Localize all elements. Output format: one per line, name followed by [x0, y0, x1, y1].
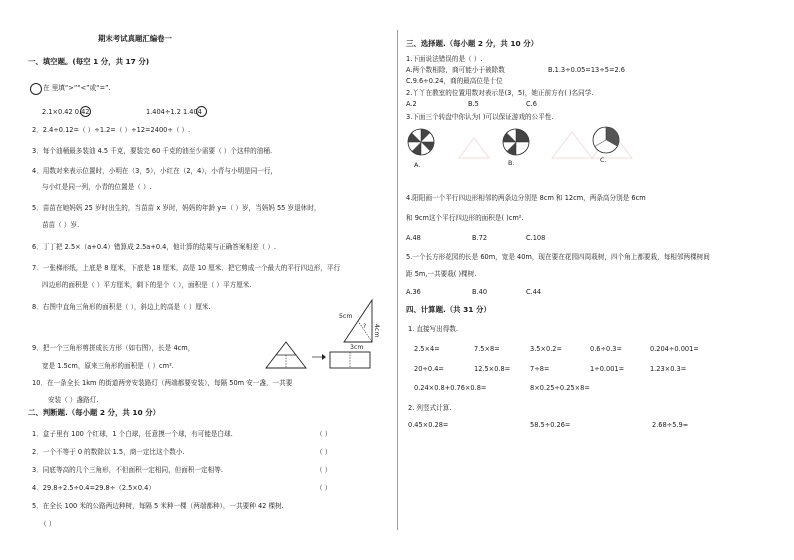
question-7-line-1: 7．一张梯形纸，上底是 8 厘米，下底是 18 厘米，高是 10 厘米．把它剪成一个最大的平行四边形，平行 [32, 264, 341, 272]
question-8: 8．右图中直角三角形的面积是（ ），斜边上的高是（ ）厘米. [32, 303, 211, 311]
section-fill-blank-title: 一、填空题。(每空 1 分，共 17 分) [28, 57, 150, 66]
choice-1-option-b: B.1.3÷0.05=13÷5=2.6 [548, 66, 625, 74]
question-9-line-2: 宽是 1.5cm，原来三角形的面积是（ ）cm². [42, 362, 174, 370]
choice-1: 1.下面说法错误的是（ ）. [406, 55, 483, 63]
spinner-b [503, 129, 529, 155]
triangle-label-3cm: 3cm [350, 344, 364, 350]
choice-5-line-1: 5.一个长方形花园的长是 60m，宽是 40m，现在要在花园四周栽树，四个角上都要栽，每相邻两棵树间 [406, 253, 710, 261]
judge-1-answer[interactable]: （ ） [316, 430, 332, 438]
calc-2-item-3: 2.68÷5.9≈ [652, 421, 689, 429]
choice-3: 3.下面三个转盘中你认为( )可以保证游戏的公平性. [406, 113, 554, 121]
judge-5-answer[interactable]: （ ） [40, 520, 56, 528]
judge-3-answer[interactable]: （ ） [316, 466, 332, 474]
judge-2-answer[interactable]: （ ） [316, 448, 332, 456]
calc-item: 8×0.25÷0.25×8= [530, 384, 590, 392]
judge-1: 1．盒子里有 100 个红球，1 个白球，任意摸一个球，有可能是白球. [32, 430, 233, 438]
choice-2-option-a: A.2 [406, 100, 417, 108]
calc-item: 0.204÷0.001= [650, 345, 699, 353]
calc-item: 12.5×0.8= [474, 365, 511, 373]
choice-5-line-2: 距 5m,一共要栽( )棵树. [406, 270, 477, 278]
judge-4-answer[interactable]: （ ） [316, 484, 332, 492]
question-4-line-1: 4．用数对来表示位置时，小明在（3，5），小红在（2，4），小青与小明是同一行， [32, 167, 278, 175]
choice-2-option-c: C.6 [526, 100, 537, 108]
judge-5: 5．在全长 100 米的公路两边种树，每隔 5 米种一棵（两端都种），一共要种 42 棵树. [32, 502, 284, 510]
choice-1-option-c: C.9.6÷0.24，商的最高位是十位 [406, 77, 503, 85]
question-2: 2．2.4÷0.12=（ ）÷1.2=（ ）÷12=2400÷（ ）. [32, 126, 191, 134]
choice-4-option-b: B.72 [472, 234, 488, 242]
choice-4-line-2: 和 9cm这个平行四边形的面积是( )cm². [406, 214, 524, 222]
triangle-label-5cm: 5cm [339, 313, 353, 320]
page-title: 期末考试真题汇编卷一 [98, 34, 172, 43]
blank-circle-icon [80, 106, 91, 117]
question-5-line-2: 苗苗（ ）岁. [42, 221, 80, 229]
section-calc-title: 四、计算题.（共 31 分） [406, 305, 491, 314]
choice-4-option-c: C.108 [526, 234, 546, 242]
triangle-label-4cm: 4cm [373, 324, 380, 338]
spinner-a [408, 129, 434, 155]
blank-circle-icon [196, 106, 207, 117]
spinner-c [593, 127, 619, 153]
judge-2: 2．一个不等于 0 的数除以 1.5，商一定比这个数小. [32, 448, 185, 456]
question-1-item-b: 1.404÷1.2 1.404 [146, 108, 202, 116]
calc-item: 7÷8= [530, 365, 550, 373]
calc-item: 3.5×0.2= [530, 345, 563, 353]
spinner-label-b: B. [508, 159, 515, 167]
choice-5-option-c: C.44 [526, 288, 542, 296]
spinner-figure [404, 120, 634, 170]
question-4-line-2: 与小红是同一列，小青的位置是（ ）. [42, 183, 152, 191]
choice-5-option-a: A.36 [406, 288, 421, 296]
question-9-line-1: 9．把一个三角形剪拼成长方形（如右图），长是 4cm， [32, 344, 195, 352]
question-1-item-a: 2.1×0.42 0.42 [42, 108, 90, 116]
triangle-label-hyp: ? [363, 323, 367, 330]
section-judge-title: 二、判断题.（每小题 2 分，共 10 分） [28, 408, 160, 417]
question-5-line-1: 5．苗苗在她妈妈 25 岁时出生的，当苗苗 x 岁时，妈妈的年龄 y=（ ）岁，当妈妈 55 岁退休时， [32, 204, 321, 212]
calc-2-item-1: 0.45×0.28= [408, 421, 449, 429]
calc-item: 20÷0.4= [414, 365, 444, 373]
calc-2-title: 2. 列竖式计算. [408, 404, 452, 412]
choice-2: 2.丫丫在教室的位置用数对表示是(3，5)，她正前方有( )名同学. [406, 89, 594, 97]
calc-item: 7.5×8= [474, 345, 500, 353]
spinner-label-a: A. [414, 161, 421, 169]
question-6: 6．丁丁把 2.5×（a+0.4）错算成 2.5a+0.4，他计算的结果与正确答案相差（ ）. [32, 243, 277, 251]
question-10-line-1: 10．在一条全长 1km 的街道两旁安装路灯（两端都要安装），每隔 50m 安一盏，一共要 [32, 379, 293, 387]
calc-1-title: 1. 直接写出得数. [408, 325, 459, 333]
question-3: 3．每个油桶最多装油 4.5 千克，要装完 60 千克的油至少需要（ ）个这样的油桶. [32, 147, 273, 155]
question-7-line-2: 四边形的面积是（ ）平方厘米，剩下的是个（ ），面积是（ ）平方厘米. [42, 281, 252, 289]
calc-item: 2.5×4= [414, 345, 440, 353]
question-1-text: 在 里填“>”“<”或“=”. [43, 84, 111, 92]
judge-4: 4．29.8÷2.5÷0.4=29.8÷（2.5×0.4） [32, 484, 155, 492]
calc-2-item-2: 58.5÷0.26= [530, 421, 571, 429]
choice-4-option-a: A.48 [406, 234, 421, 242]
column-divider [397, 30, 398, 530]
choice-2-option-b: B.5 [468, 100, 479, 108]
spinner-label-c: C. [600, 156, 607, 164]
choice-1-option-a: A.两个数相除，商可能小于被除数 [406, 66, 505, 74]
blank-circle-icon [30, 83, 42, 95]
section-choice-title: 三、选择题.（每小题 2 分，共 10 分） [406, 39, 538, 48]
calc-item: 1÷0.001= [590, 365, 625, 373]
triangle-to-rectangle-figure [262, 338, 372, 372]
question-10-line-2: 安装（ ）盏路灯. [48, 396, 99, 404]
calc-item: 1.23×0.3= [650, 365, 687, 373]
choice-5-option-b: B.40 [472, 288, 488, 296]
calc-item: 0.24×0.8+0.76×0.8= [414, 384, 487, 392]
judge-3: 3．同底等高的几个三角形，不但面积一定相同，但面积一定相等. [32, 466, 223, 474]
calc-item: 0.6÷0.3= [590, 345, 623, 353]
choice-4-line-1: 4.阳阳画一个平行四边形相邻的两条边分别是 8cm 和 12cm，两条高分别是 6cm [406, 194, 646, 202]
